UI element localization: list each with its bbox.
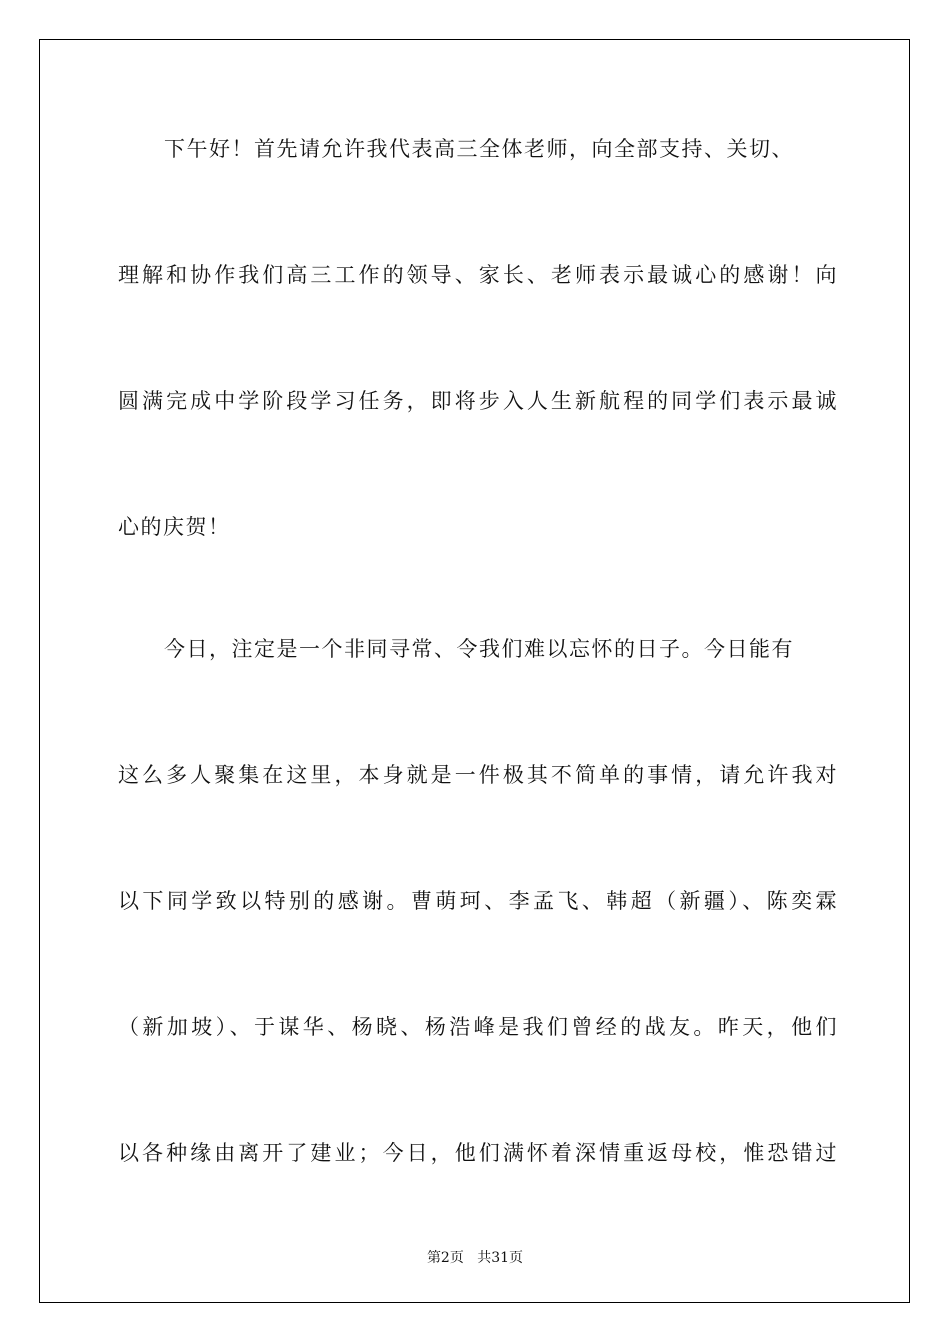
paragraph-2-line-2: 这么多人聚集在这里，本身就是一件极其不简单的事情，请允许我对 xyxy=(118,763,838,787)
paragraph-1-line-1: 下午好！首先请允许我代表高三全体老师，向全部支持、关切、 xyxy=(164,137,794,161)
page-border xyxy=(39,39,910,1303)
paragraph-2-line-3: 以下同学致以特别的感谢。曹萌珂、李孟飞、韩超（新疆）、陈奕霖 xyxy=(118,889,838,913)
current-page-label: 第2页 xyxy=(426,1250,464,1266)
paragraph-1-line-3: 圆满完成中学阶段学习任务，即将步入人生新航程的同学们表示最诚 xyxy=(118,389,838,413)
page-footer xyxy=(0,1247,950,1267)
paragraph-2-line-5: 以各种缘由离开了建业；今日，他们满怀着深情重返母校，惟恐错过 xyxy=(118,1141,838,1165)
paragraph-1-line-4: 心的庆贺！ xyxy=(118,515,231,539)
paragraph-2-line-1: 今日，注定是一个非同寻常、令我们难以忘怀的日子。今日能有 xyxy=(164,637,794,661)
paragraph-1-line-2: 理解和协作我们高三工作的领导、家长、老师表示最诚心的感谢！向 xyxy=(118,263,838,287)
total-pages-label: 共31页 xyxy=(477,1250,524,1266)
paragraph-2-line-4: （新加坡）、于谋华、杨晓、杨浩峰是我们曾经的战友。昨天，他们 xyxy=(118,1015,838,1039)
